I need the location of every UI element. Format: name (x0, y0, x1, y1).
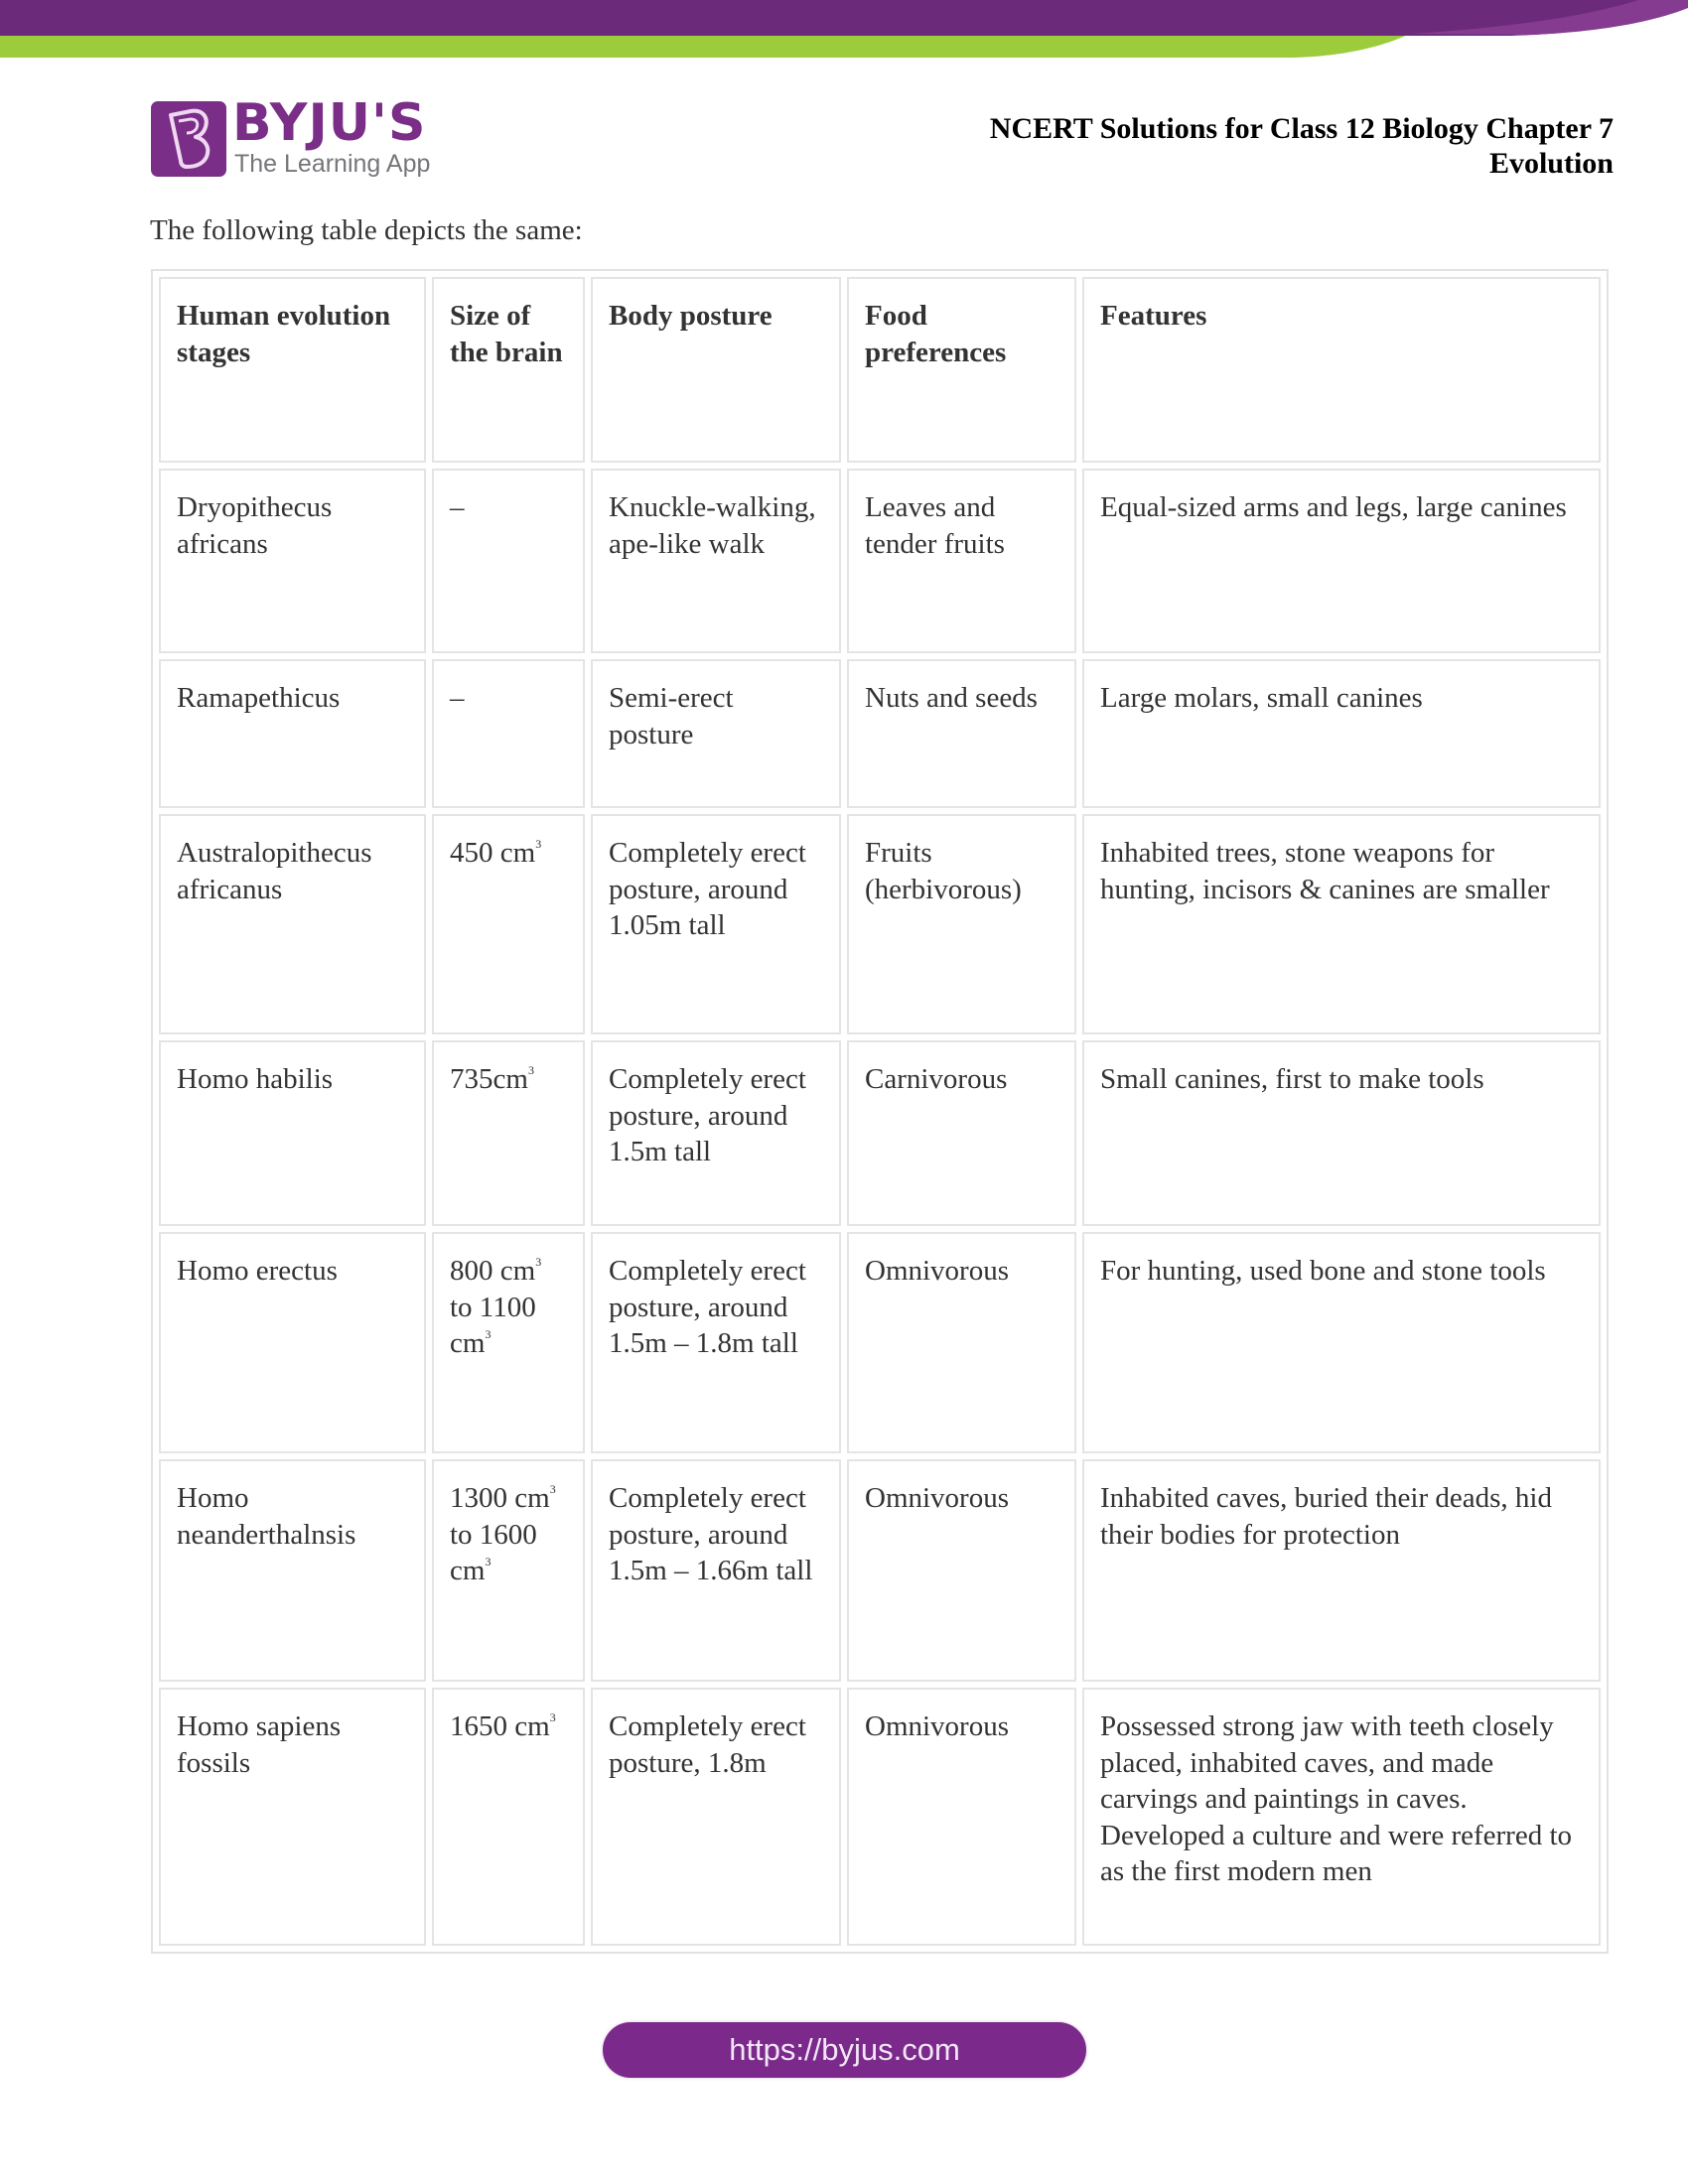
cell-stage: Homo erectus (159, 1232, 426, 1453)
cell-posture: Completely erect posture, around 1.5m tall (591, 1040, 841, 1226)
header-body-posture: Body posture (591, 277, 841, 463)
byjus-website-link[interactable]: https://byjus.com (603, 2022, 1086, 2078)
cell-stage: Australopithecus africanus (159, 814, 426, 1034)
header-features: Features (1082, 277, 1601, 463)
cell-food: Leaves and tender fruits (847, 469, 1076, 653)
cell-posture: Completely erect posture, around 1.5m – 1.8m tall (591, 1232, 841, 1453)
cell-features: Possessed strong jaw with teeth closely placed, inhabited caves, and made carvings and paintings in caves. Developed a culture and were referred to as the first modern men (1082, 1688, 1601, 1946)
cell-brain-size: 1650 $cm^3$ (432, 1688, 585, 1946)
header-food: Food preferences (847, 277, 1076, 463)
banner-green-wave (0, 34, 1410, 58)
banner-purple-band (0, 0, 1688, 36)
cell-food: Omnivorous (847, 1459, 1076, 1682)
document-title-line-2: Evolution (1488, 147, 1614, 180)
table-row (159, 1232, 1601, 1453)
table-row (159, 659, 1601, 808)
cell-posture: Semi-erect posture (591, 659, 841, 808)
cell-features: Inhabited caves, buried their deads, hid their bodies for protection (1082, 1459, 1601, 1682)
cell-posture: Completely erect posture, 1.8m (591, 1688, 841, 1946)
table-header-row (159, 277, 1601, 463)
document-title (990, 111, 1614, 181)
cell-brain-size: $735cm^3$ (432, 1040, 585, 1226)
table-row (159, 1688, 1601, 1946)
cell-food: Fruits (herbivorous) (847, 814, 1076, 1034)
cell-features: Small canines, first to make tools (1082, 1040, 1601, 1226)
cell-food: Carnivorous (847, 1040, 1076, 1226)
table-row (159, 1459, 1601, 1682)
header-stage: Human evolution stages (159, 277, 426, 463)
table-row (159, 1040, 1601, 1226)
cell-brain-size: – (432, 659, 585, 808)
cell-posture: Completely erect posture, around 1.05m tall (591, 814, 841, 1034)
byjus-logo (151, 93, 439, 179)
cell-food: Nuts and seeds (847, 659, 1076, 808)
brand-name: BYJU'S (232, 93, 427, 153)
human-evolution-table (153, 271, 1607, 1952)
cell-stage: Homo neanderthalnsis (159, 1459, 426, 1682)
document-title-line-1: NCERT Solutions for Class 12 Biology Chapter 7 (989, 112, 1614, 145)
cell-stage: Dryopithecus africans (159, 469, 426, 653)
cell-stage: Ramapethicus (159, 659, 426, 808)
table-row (159, 469, 1601, 653)
intro-text: The following table depicts the same: (150, 214, 583, 246)
evolution-table-frame (151, 269, 1609, 1954)
brand-tagline: The Learning App (234, 150, 431, 178)
cell-brain-size: 800 $cm^3$ to 1100 $cm^3$ (432, 1232, 585, 1453)
cell-brain-size: – (432, 469, 585, 653)
cell-stage: Homo sapiens fossils (159, 1688, 426, 1946)
cell-stage: Homo habilis (159, 1040, 426, 1226)
table-row (159, 814, 1601, 1034)
byjus-b-icon (151, 101, 226, 177)
top-banner (0, 0, 1688, 69)
cell-features: Equal-sized arms and legs, large canines (1082, 469, 1601, 653)
cell-posture: Knuckle-walking, ape-like walk (591, 469, 841, 653)
cell-brain-size: 450 $cm^3$ (432, 814, 585, 1034)
cell-features: For hunting, used bone and stone tools (1082, 1232, 1601, 1453)
header-brain-size: Size of the brain (432, 277, 585, 463)
cell-features: Large molars, small canines (1082, 659, 1601, 808)
cell-food: Omnivorous (847, 1232, 1076, 1453)
cell-features: Inhabited trees, stone weapons for hunting, incisors & canines are smaller (1082, 814, 1601, 1034)
cell-food: Omnivorous (847, 1688, 1076, 1946)
cell-posture: Completely erect posture, around 1.5m – 1.66m tall (591, 1459, 841, 1682)
cell-brain-size: 1300 $cm^3$ to 1600 $cm^3$ (432, 1459, 585, 1682)
